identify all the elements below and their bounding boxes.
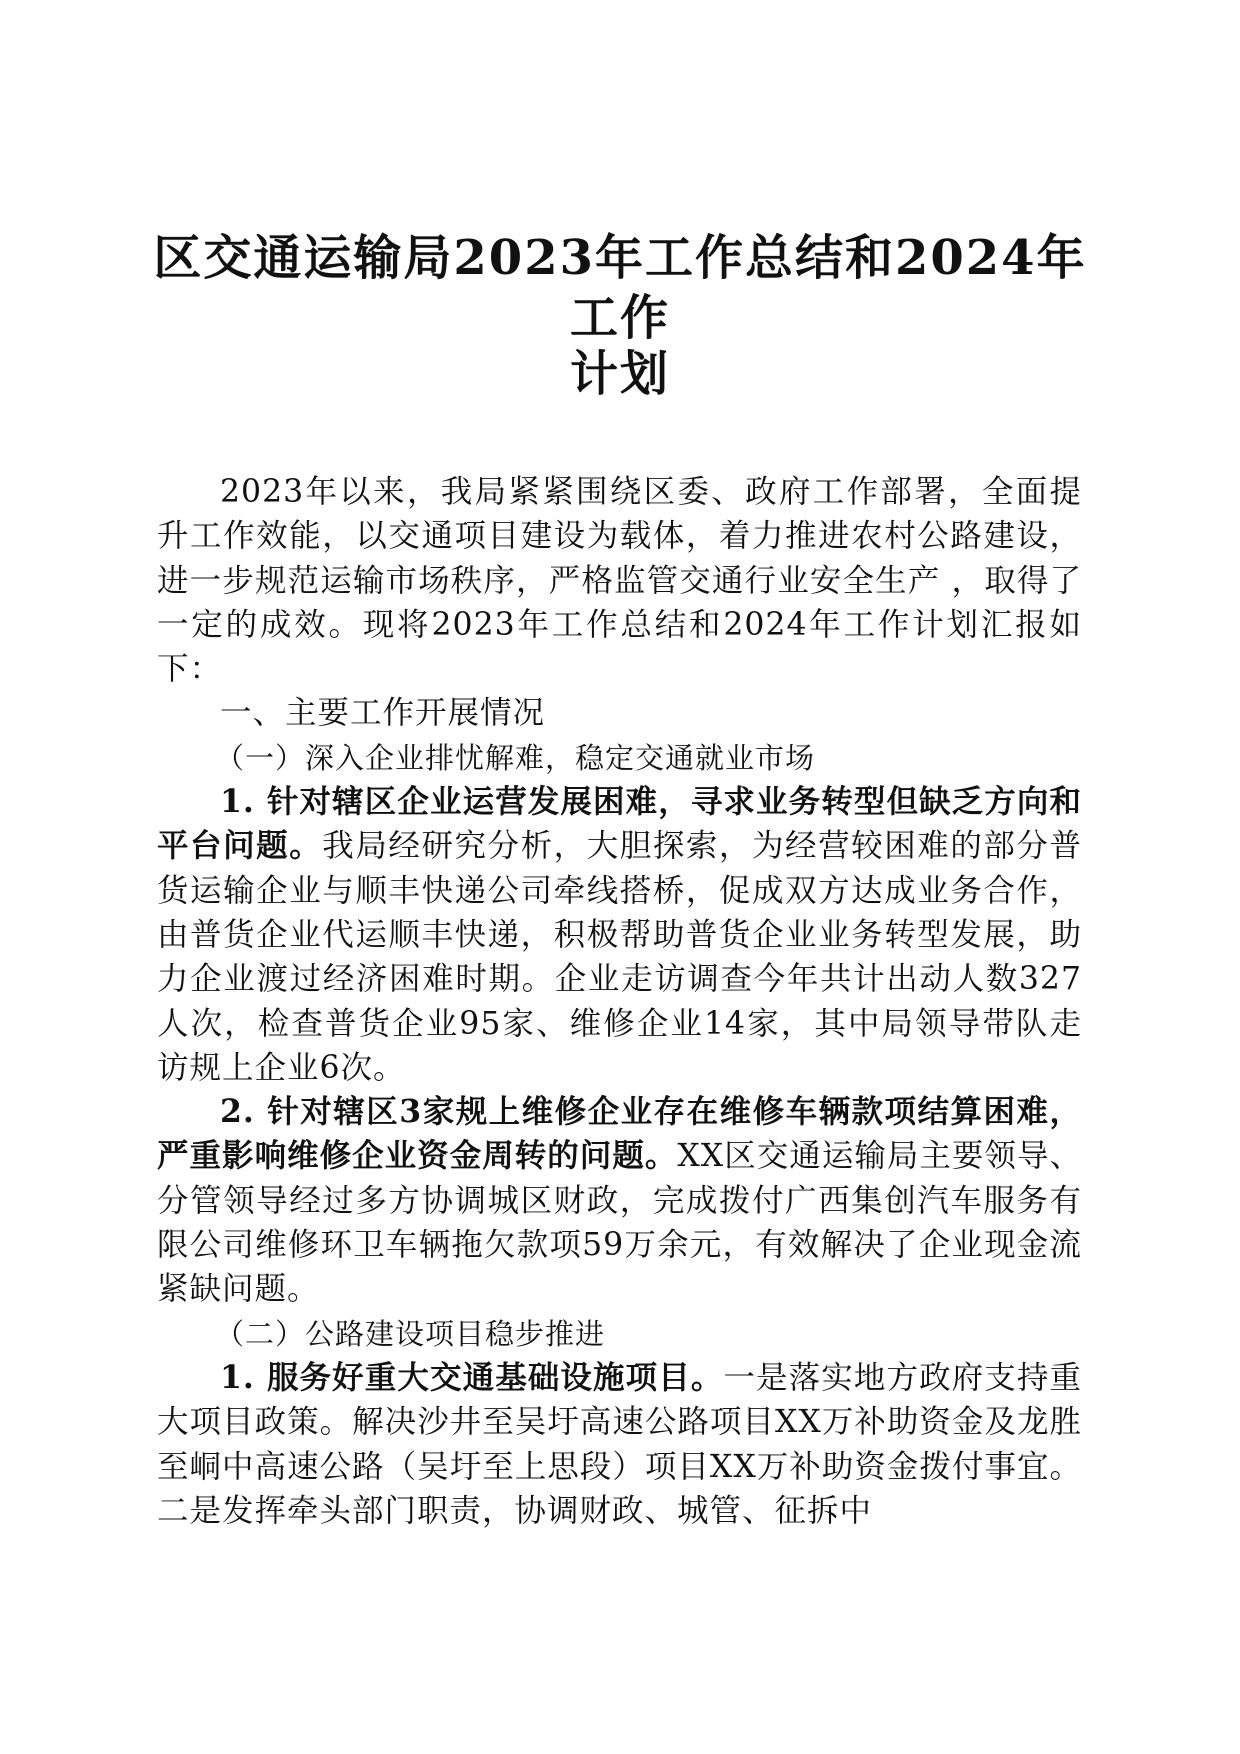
item-3-text: 一是落实地方政府支持重大项目政策。解决沙井至吴圩高速公路项目XX万补助资金及龙胜至峒中高速公路（吴圩至上思段）项目XX万补助资金拨付事宜。二是发挥牵头部门职责，协调财政、城管、征拆中 <box>157 1359 1082 1529</box>
item-3-lead: 1. 服务好重大交通基础设施项目。 <box>220 1358 724 1396</box>
subsection-heading-enterprises: （一）深入企业排忧解难，稳定交通就业市场 <box>215 740 816 775</box>
item-1-lead: 1. 针对辖区企业运营发展困难，寻求业务转型但缺乏方向和平台问题。 <box>157 783 1082 865</box>
section-heading-main-work: 一、主要工作开展情况 <box>220 695 546 732</box>
subsection-heading-road-construction: （二）公路建设项目稳步推进 <box>215 1316 606 1351</box>
document-title-line-2: 计划 <box>569 346 670 402</box>
paragraph-item-3 <box>157 1356 1082 1533</box>
paragraph-item-2 <box>157 1090 1082 1311</box>
paragraph-item-1 <box>157 780 1082 1090</box>
document-title-line-1: 区交通运输局2023年工作总结和2024年工作 <box>153 230 1087 346</box>
item-1-text: 我局经研究分析，大胆探索，为经营较困难的部分普货运输企业与顺丰快递公司牵线搭桥，促成双方达成业务合作，由普货企业代运顺丰快递，积极帮助普货企业业务转型发展，助力企业渡过经济困难时期。企业走访调查今年共计出动人数327人次，检查普货企业95家、维修企业14家，其中局领导带队走访规上企业6次。 <box>157 828 1082 1086</box>
item-2-text: XX区交通运输局主要领导、分管领导经过多方协调城区财政，完成拨付广西集创汽车服务有限公司维修环卫车辆拖欠款项59万余元，有效解决了企业现金流紧缺问题。 <box>157 1138 1082 1308</box>
document-body <box>157 470 1082 1533</box>
intro-paragraph: 2023年以来，我局紧紧围绕区委、政府工作部署，全面提升工作效能，以交通项目建设为载体，着力推进农村公路建设，进一步规范运输市场秩序，严格监管交通行业安全生产 ，取得了一定的成效。现将2023年工作总结和2024年工作计划汇报如下： <box>157 474 1082 688</box>
item-2-lead: 2. 针对辖区3家规上维修企业存在维修车辆款项结算困难，严重影响维修企业资金周转的问题。 <box>157 1093 1082 1175</box>
